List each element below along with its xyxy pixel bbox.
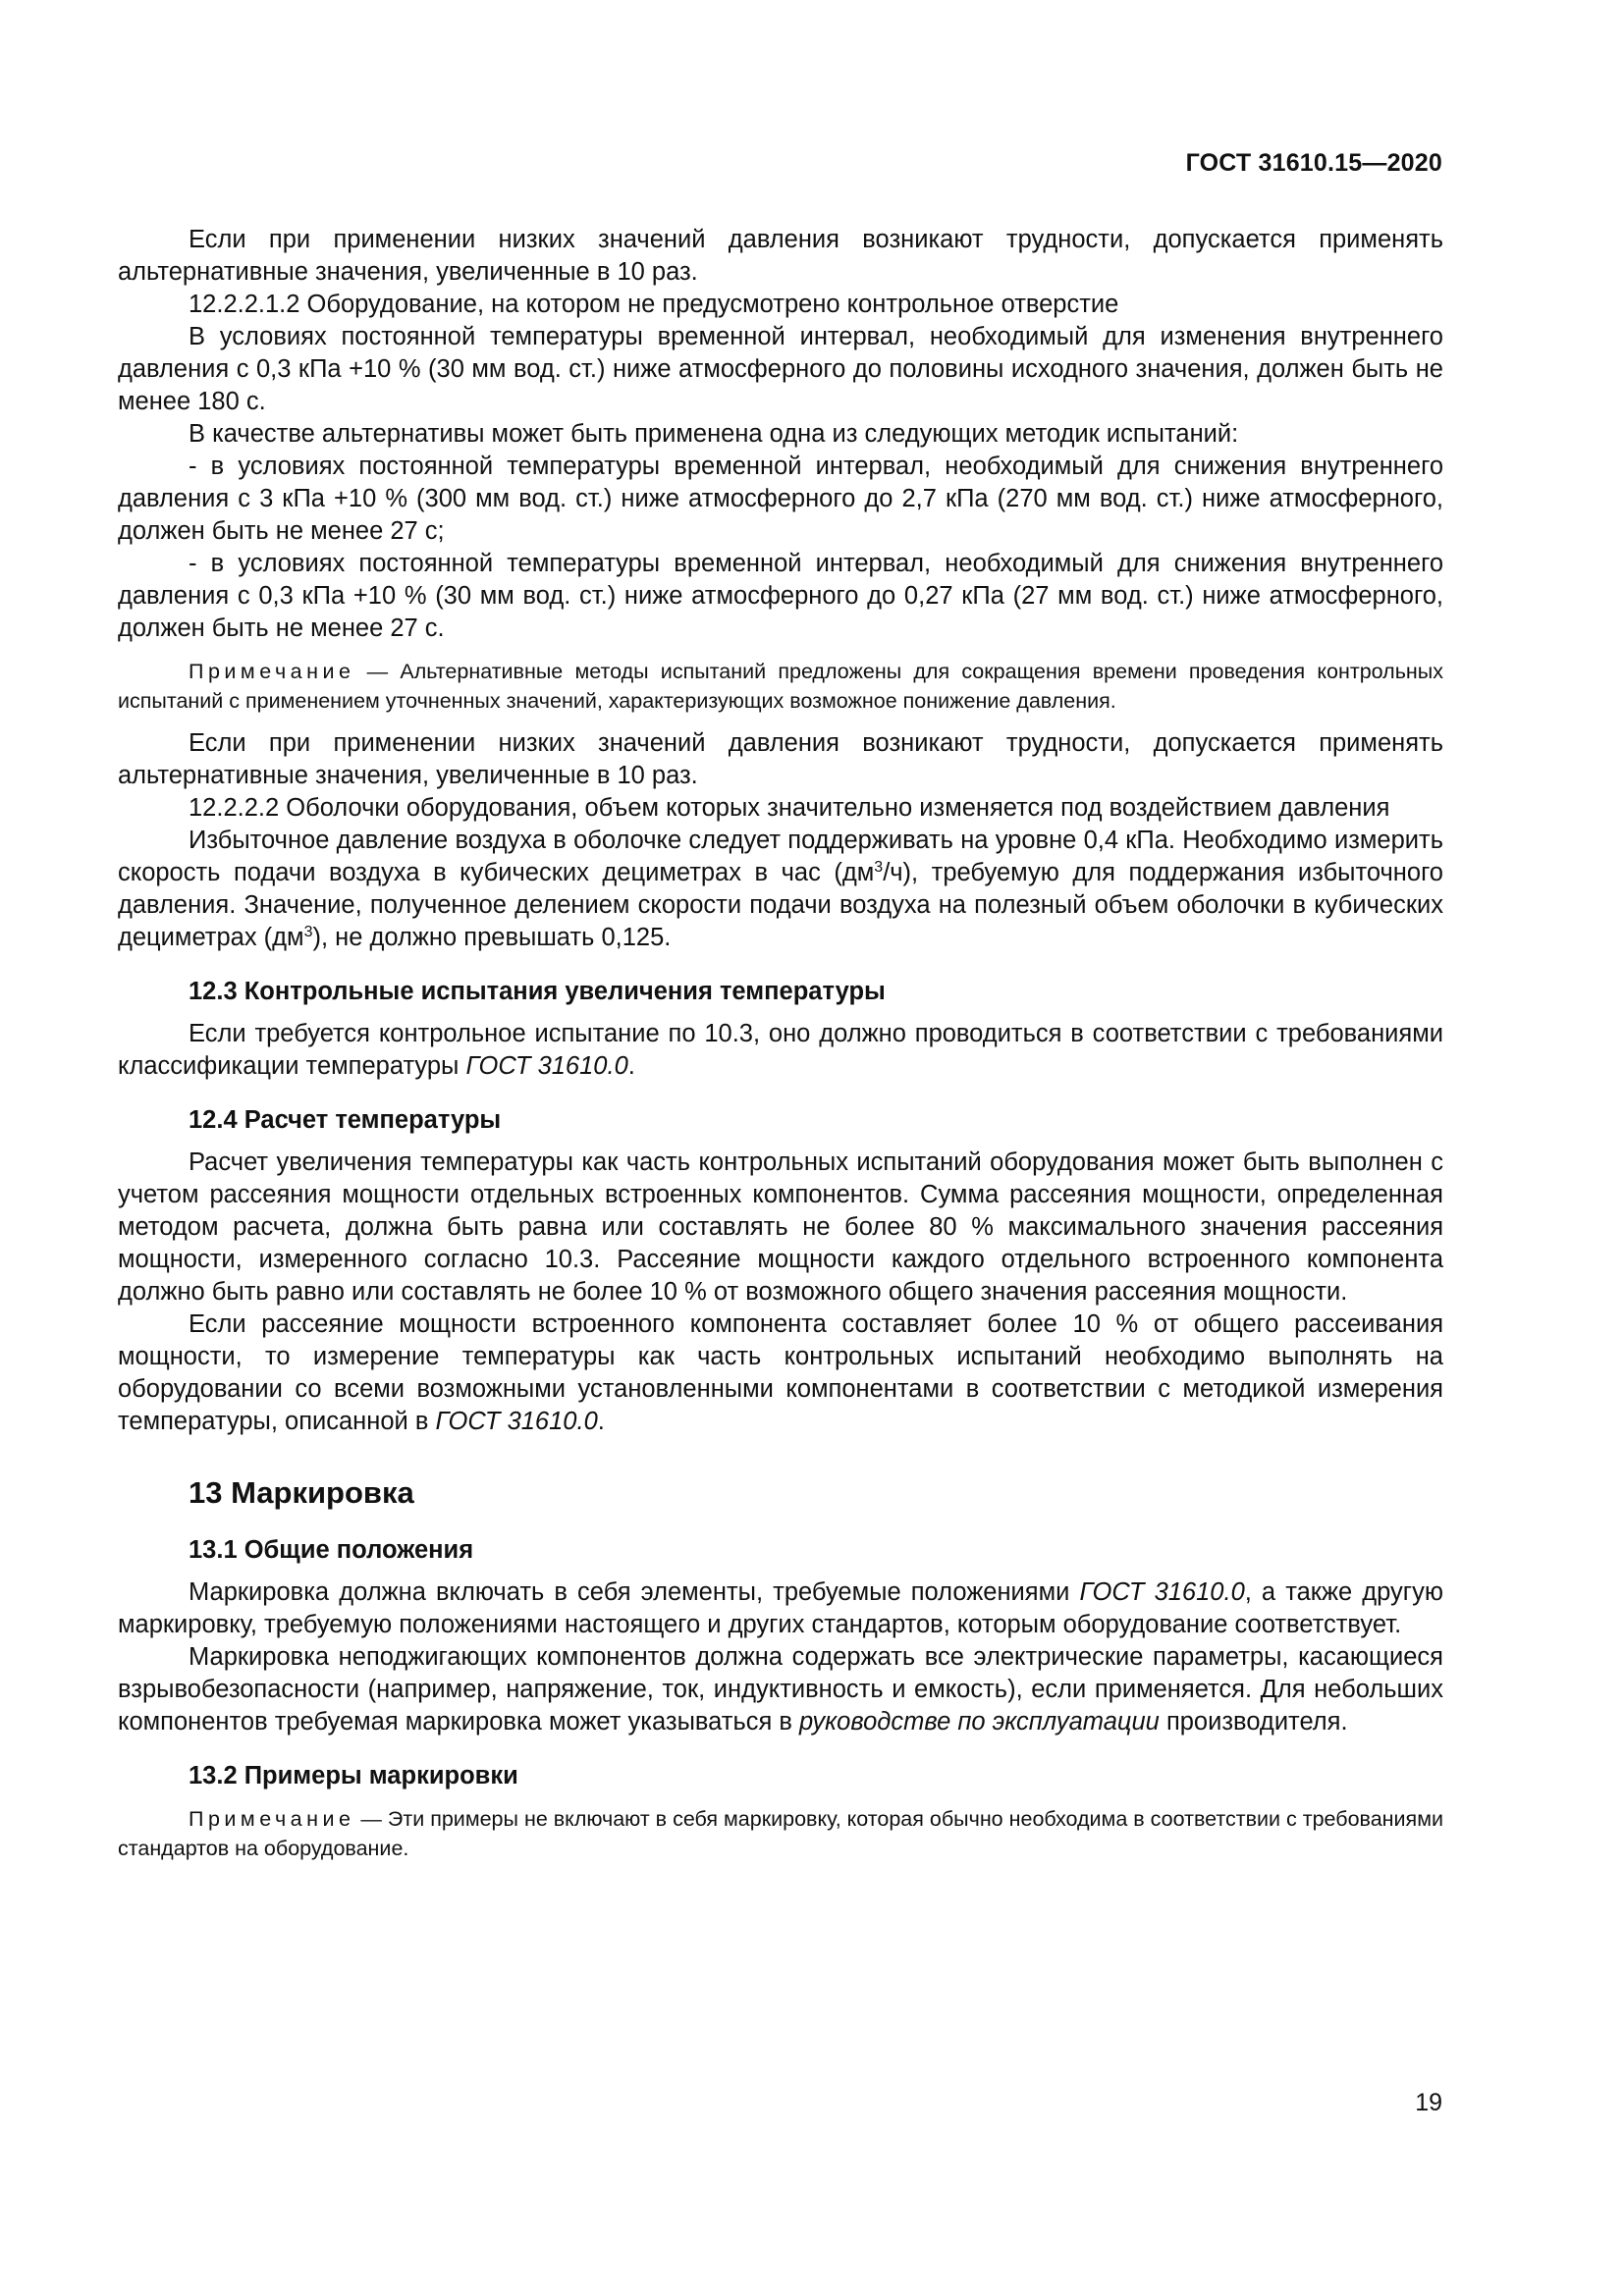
- text-run: .: [597, 1408, 605, 1435]
- note-text: — Эти примеры не включают в себя маркировку, которая обычно необходима в соответствии с требованиями стандартов на оборудование.: [118, 1807, 1443, 1860]
- text-run: производителя.: [1159, 1708, 1348, 1735]
- section-heading-12-4: 12.4 Расчет температуры: [189, 1106, 502, 1134]
- paragraph: [118, 825, 1443, 954]
- paragraph: В условиях постоянной температуры временной интервал, необходимый для изменения внутреннего давления с 0,3 кПа +10 % (30 мм вод. ст.) ниже атмосферного до половины исходного значения, должен быть не менее 180 с.: [118, 323, 1443, 415]
- text-run: ), не должно превышать 0,125.: [312, 924, 672, 951]
- text-run: .: [627, 1052, 635, 1080]
- paragraph: [118, 1641, 1443, 1738]
- superscript: 3: [874, 859, 884, 876]
- page-number: 19: [1415, 2089, 1442, 2116]
- list-item: - в условиях постоянной температуры временной интервал, необходимый для снижения внутреннего давления с 0,3 кПа +10 % (30 мм вод. ст.) ниже атмосферного до 0,27 кПа (27 мм вод. ст.) ниже атмосферного, должен быть не менее 27 с.: [118, 550, 1443, 642]
- section-heading-13: 13 Маркировка: [189, 1475, 414, 1510]
- note: [118, 1804, 1443, 1863]
- paragraph: Расчет увеличения температуры как часть контрольных испытаний оборудования может быть выполнен с учетом рассеяния мощности отдельных встроенных компонентов. Сумма рассеяния мощности, определенная методом расчета, должна быть равна или составлять не более 80 % максимального значения рассеяния мощности, измеренного согласно 10.3. Рассеяние мощности каждого отдельного встроенного компонента должно быть равно или составлять не более 10 % от возможного общего значения рассеяния мощности.: [118, 1148, 1443, 1306]
- standard-reference: ГОСТ 31610.0: [435, 1408, 598, 1435]
- paragraph: [118, 1308, 1443, 1438]
- text-run: Маркировка должна включать в себя элементы, требуемые положениями: [189, 1578, 1080, 1606]
- clause-heading: 12.2.2.2 Оболочки оборудования, объем которых значительно изменяется под воздействием давления: [189, 794, 1390, 822]
- text-run: , а также другую маркировку, требуемую положениями настоящего и других стандартов, которым оборудование соответствует.: [118, 1578, 1443, 1638]
- paragraph: Если при применении низких значений давления возникают трудности, допускается применять альтернативные значения, увеличенные в 10 раз.: [118, 226, 1443, 286]
- text-run: Если рассеяние мощности встроенного компонента составляет более 10 % от общего рассеивания мощности, то измерение температуры как часть контрольных испытаний необходимо выполнять на оборудовании со всеми возможными установленными компонентами в соответствии с методикой измерения температуры, описанной в: [118, 1310, 1443, 1435]
- section-heading-13-1: 13.1 Общие положения: [189, 1536, 474, 1564]
- list-item: - в условиях постоянной температуры временной интервал, необходимый для снижения внутреннего давления с 3 кПа +10 % (300 мм вод. ст.) ниже атмосферного до 2,7 кПа (270 мм вод. ст.) ниже атмосферного, должен быть не менее 27 с;: [118, 453, 1443, 545]
- text-run: Если требуется контрольное испытание по 10.3, оно должно проводиться в соответствии с требованиями классификации температуры: [118, 1020, 1443, 1080]
- section-heading-13-2: 13.2 Примеры маркировки: [189, 1762, 518, 1789]
- note: [118, 657, 1443, 716]
- text-run: /ч), требуемую для поддержания избыточного давления. Значение, полученное делением скорости подачи воздуха на полезный объем оболочки в кубических дециметрах (дм: [118, 859, 1443, 951]
- paragraph: Если при применении низких значений давления возникают трудности, допускается применять альтернативные значения, увеличенные в 10 раз.: [118, 729, 1443, 789]
- note-text: — Альтернативные методы испытаний предложены для сокращения времени проведения контрольных испытаний с применением уточненных значений, характеризующих возможное понижение давления.: [118, 660, 1443, 713]
- note-label: Примечание: [189, 660, 355, 683]
- standard-reference: ГОСТ 31610.0: [1079, 1578, 1245, 1606]
- page-content: [118, 224, 1443, 1875]
- section-heading-12-3: 12.3 Контрольные испытания увеличения температуры: [189, 978, 886, 1005]
- paragraph: В качестве альтернативы может быть применена одна из следующих методик испытаний:: [189, 420, 1239, 448]
- text-run: Маркировка неподжигающих компонентов должна содержать все электрические параметры, касающиеся взрывобезопасности (например, напряжение, ток, индуктивность и емкость), если применяется. Для небольших компонентов требуемая маркировка может указываться в: [118, 1643, 1443, 1735]
- note-label: Примечание: [189, 1807, 355, 1831]
- paragraph: [118, 1576, 1443, 1641]
- text-run: Избыточное давление воздуха в оболочке следует поддерживать на уровне 0,4 кПа. Необходимо измерить скорость подачи воздуха в кубических дециметрах в час (дм: [118, 827, 1443, 886]
- standard-number-header: ГОСТ 31610.15—2020: [1185, 149, 1442, 177]
- superscript: 3: [303, 924, 313, 940]
- clause-heading: 12.2.2.1.2 Оборудование, на котором не предусмотрено контрольное отверстие: [189, 291, 1119, 318]
- standard-reference: ГОСТ 31610.0: [465, 1052, 628, 1080]
- paragraph: [118, 1018, 1443, 1083]
- document-reference: руководстве по эксплуатации: [799, 1708, 1160, 1735]
